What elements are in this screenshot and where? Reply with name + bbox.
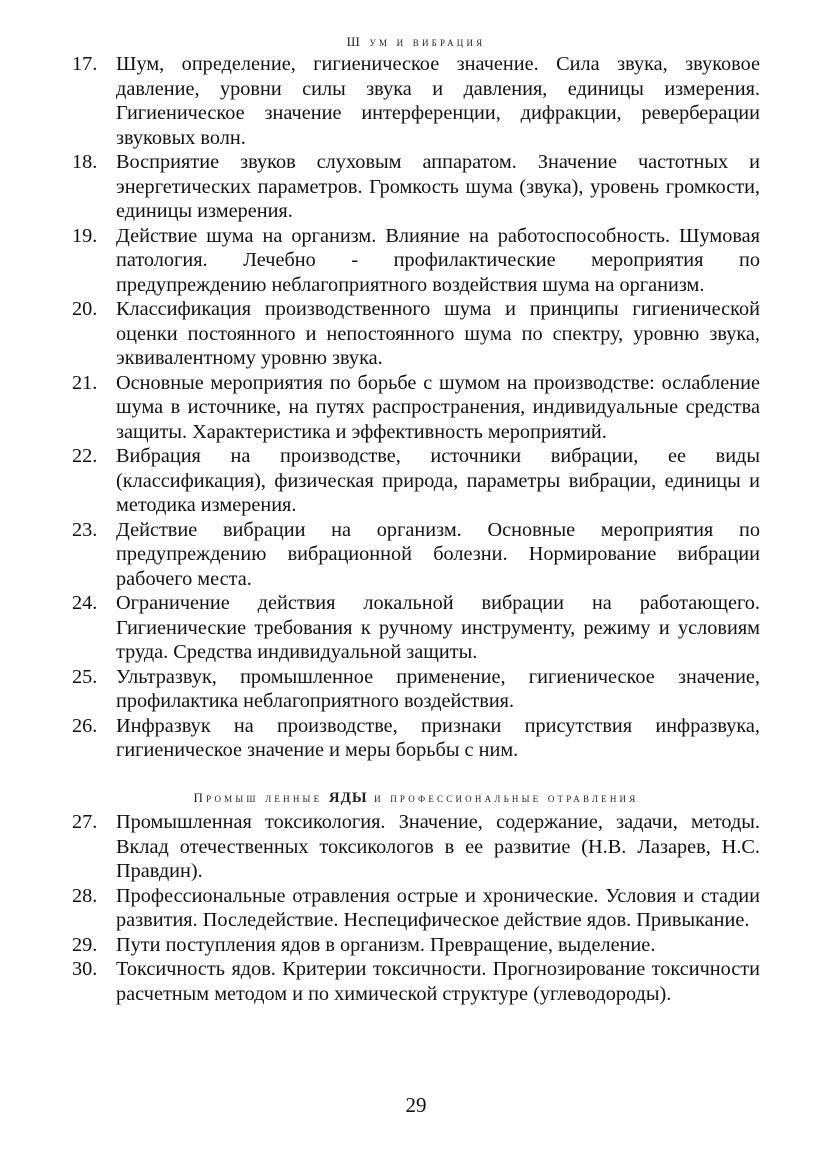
item-text: Классификация производственного шума и принципы гигиенической оценки постоянного и непостоянного шума по спектру, уровню звука, эквивалентному уровню звука. xyxy=(116,298,760,369)
list-item xyxy=(72,665,760,714)
item-text: Ультразвук, промышленное применение, гигиеническое значение, профилактика неблагоприятного воздействия. xyxy=(116,665,760,712)
item-text: Действие вибрации на организм. Основные мероприятия по предупреждению вибрационной болезни. Нормирование вибрации рабочего места. xyxy=(116,518,760,590)
item-number: 29. xyxy=(72,933,98,956)
list-item xyxy=(72,52,760,150)
section-heading-industrial-poisons xyxy=(0,790,832,807)
question-list-noise-vibration xyxy=(72,52,760,763)
item-number: 22. xyxy=(72,445,98,467)
item-number: 27. xyxy=(72,811,98,833)
item-text: Профессиональные отравления острые и хронические. Условия и стадии развития. Последействие. Неспецифическое действие ядов. Привыкание. xyxy=(116,884,760,931)
heading-part-before: Промыш ленные xyxy=(193,790,323,805)
list-item xyxy=(72,714,760,763)
item-number: 28. xyxy=(72,884,98,907)
item-number: 25. xyxy=(72,665,98,688)
list-item xyxy=(72,224,760,298)
list-item xyxy=(72,371,760,445)
item-text: Вибрация на производстве, источники вибрации, ее виды (классификация), физическая природа, параметры вибрации, единицы и методика измерения. xyxy=(116,445,760,516)
list-item xyxy=(72,810,760,884)
page-number: 29 xyxy=(405,1093,427,1117)
item-text: Токсичность ядов. Критерии токсичности. Прогнозирование токсичности расчетным методом и по химической структуре (углеводороды). xyxy=(116,958,760,1005)
item-text: Восприятие звуков слуховым аппаратом. Значение частотных и энергетических параметров. Громкость шума (звука), уровень громкости, единицы измерения. xyxy=(116,151,760,222)
item-number: 20. xyxy=(72,298,98,320)
item-text: Пути поступления ядов в организм. Превращение, выделение. xyxy=(116,933,656,956)
item-number: 19. xyxy=(72,224,98,247)
item-number: 24. xyxy=(72,592,98,614)
item-number: 21. xyxy=(72,371,98,394)
list-item xyxy=(72,933,760,958)
heading-part-after: и профессиональные отравления xyxy=(374,790,639,805)
item-text: Действие шума на организм. Влияние на работоспособность. Шумовая патология. Лечебно - профилактические мероприятия по предупреждению неблагоприятного воздействия шума на организм. xyxy=(116,224,760,296)
heading-bold-word: ЯДЫ xyxy=(328,790,368,806)
item-number: 23. xyxy=(72,518,98,541)
item-text: Шум, определение, гигиеническое значение. Сила звука, звуковое давление, уровни силы звука и давления, единицы измерения. Гигиеническое значение интерференции, дифракции, реверберации звуковых волн. xyxy=(116,53,760,149)
list-item xyxy=(72,957,760,1006)
item-text: Промышленная токсикология. Значение, содержание, задачи, методы. Вклад отечественных токсикологов в ее развитие (Н.В. Лазарев, Н.С. Правдин). xyxy=(116,811,760,882)
item-number: 26. xyxy=(72,714,98,737)
item-text: Основные мероприятия по борьбе с шумом на производстве: ослабление шума в источнике, на путях распространения, индивидуальные средства защиты. Характеристика и эффективность мероприятий. xyxy=(116,371,760,443)
item-text: Ограничение действия локальной вибрации на работающего. Гигиенические требования к ручному инструменту, режиму и условиям труда. Средства индивидуальной защиты. xyxy=(116,592,760,663)
item-number: 17. xyxy=(72,53,98,75)
list-item xyxy=(72,518,760,592)
list-item xyxy=(72,591,760,665)
item-text: Инфразвук на производстве, признаки присутствия инфразвука, гигиеническое значение и меры борьбы с ним. xyxy=(116,714,760,761)
list-item xyxy=(72,150,760,224)
list-item xyxy=(72,297,760,371)
list-item xyxy=(72,884,760,933)
list-item xyxy=(72,444,760,518)
question-list-industrial-poisons xyxy=(72,810,760,1006)
item-number: 30. xyxy=(72,958,98,980)
item-number: 18. xyxy=(72,151,98,173)
running-head: Ш ум и вибрация xyxy=(346,34,486,49)
